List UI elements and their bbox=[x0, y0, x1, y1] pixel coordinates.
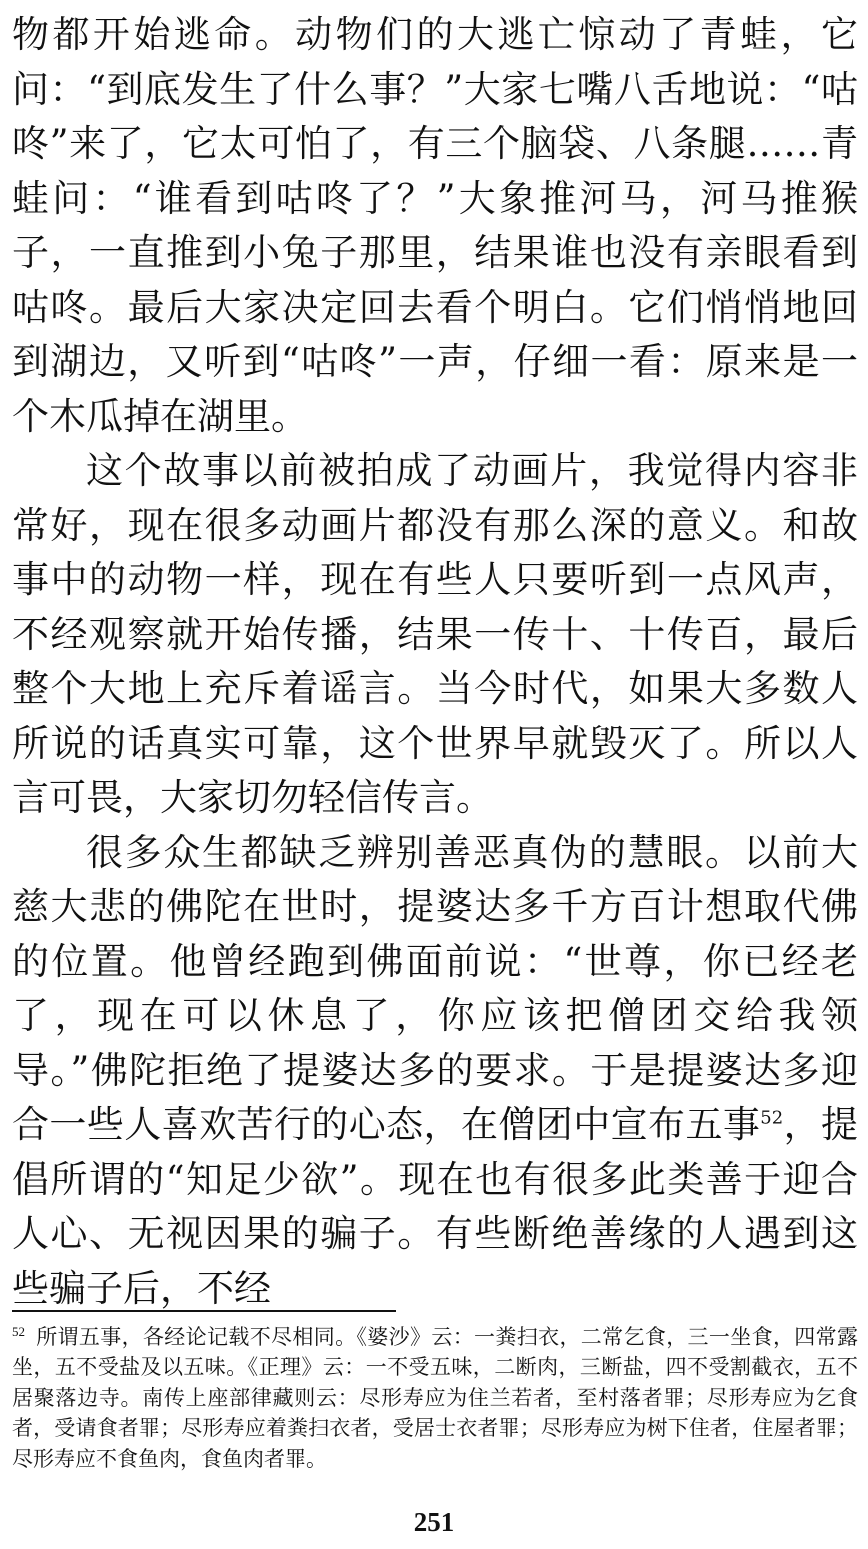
page-number: 251 bbox=[413, 1507, 455, 1537]
footnote-52 bbox=[12, 1322, 858, 1474]
footnote-number: 52 bbox=[12, 1324, 25, 1339]
footnote-text: 所谓五事，各经论记载不尽相同。《婆沙》云：一粪扫衣，二常乞食，三一坐食，四常露坐，五不受盐及以五味。《正理》云：一不受五味，二断肉，三断盐，四不受割截衣，五不居聚落边寺。南传上座部律藏则云：尽形寿应为住兰若者，至村落者罪；尽形寿应为乞食者，受请食者罪；尽形寿应着粪扫衣者，受居士衣者罪；尽形寿应为树下住者，住屋者罪；尽形寿应不食鱼肉，食鱼肉者罪。 bbox=[12, 1325, 858, 1471]
paragraph-story-end: 物都开始逃命。动物们的大逃亡惊动了青蛙，它问：“到底发生了什么事？”大家七嘴八舌地说：“咕咚”来了，它太可怕了，有三个脑袋、八条腿……青蛙问：“谁看到咕咚了？”大象推河马，河马推猴子，一直推到小兔子那里，结果谁也没有亲眼看到咕咚。最后大家决定回去看个明白。它们悄悄地回到湖边，又听到“咕咚”一声，仔细一看：原来是一个木瓜掉在湖里。 bbox=[12, 13, 858, 438]
paragraph-devadatta bbox=[12, 826, 858, 1317]
footnote-reference-52: 52 bbox=[760, 1107, 784, 1129]
paragraph-animation: 这个故事以前被拍成了动画片，我觉得内容非常好，现在很多动画片都没有那么深的意义。和故事中的动物一样，现在有些人只要听到一点风声，不经观察就开始传播，结果一传十、十传百，最后整个大地上充斥着谣言。当今时代，如果大多数人所说的话真实可靠，这个世界早就毁灭了。所以人言可畏，大家切勿轻信传言。 bbox=[12, 449, 858, 819]
paragraph-devadatta-part1: 很多众生都缺乏辨别善恶真伪的慧眼。以前大慈大悲的佛陀在世时，提婆达多千方百计想取代佛的位置。他曾经跑到佛面前说：“世尊，你已经老了，现在可以休息了，你应该把僧团交给我领导。”佛陀拒绝了提婆达多的要求。于是提婆达多迎合一些人喜欢苦行的心态，在僧团中宣布五事 bbox=[12, 830, 858, 1146]
paragraph-devadatta-part2: ，提倡所谓的“知足少欲”。现在也有很多此类善于迎合人心、无视因果的骗子。有些断绝善缘的人遇到这些骗子后，不经 bbox=[12, 1103, 859, 1310]
body-text bbox=[12, 8, 858, 1316]
footnote-separator bbox=[12, 1310, 396, 1312]
